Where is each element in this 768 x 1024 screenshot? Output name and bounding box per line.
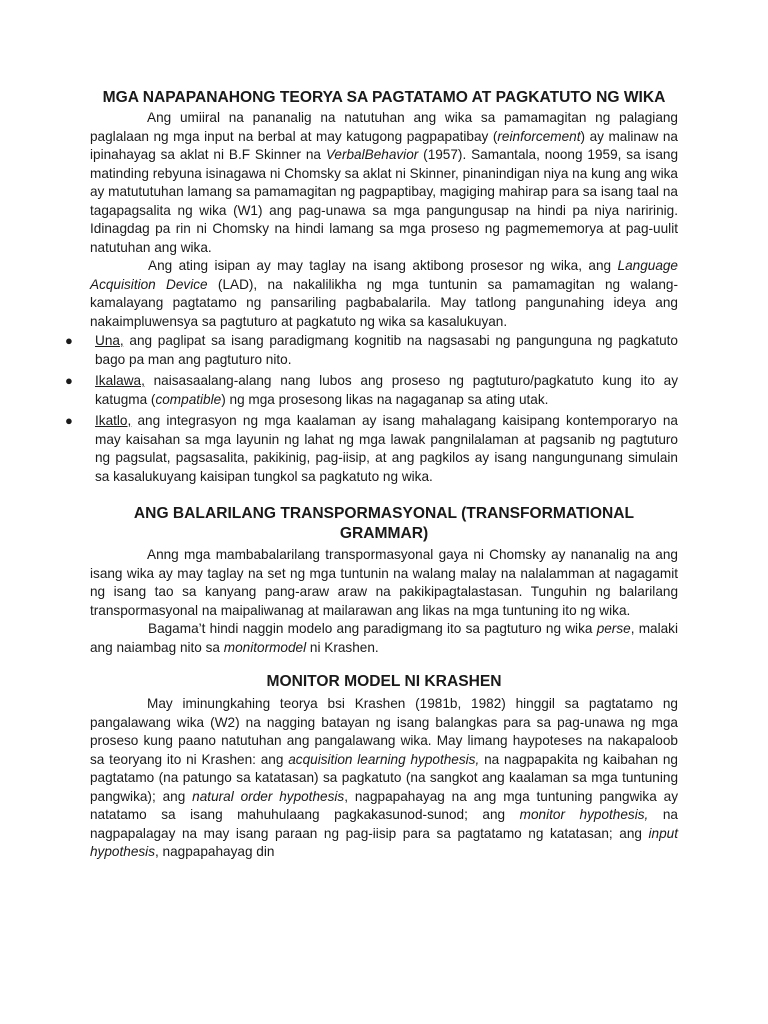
bullet-dot-icon: ● <box>65 413 73 428</box>
bullet-dot-icon: ● <box>65 373 73 388</box>
bullet-dot-icon: ● <box>65 333 73 348</box>
bullet-item-una: ● Una, ang paglipat sa isang paradigmang kognitib na nagsasabi ng pangunguna ng pagkatuto bago pa man ang pagtuturo nito. <box>65 333 678 367</box>
document-page <box>65 88 679 862</box>
section-heading-monitor-model: MONITOR MODEL NI KRASHEN <box>266 673 502 690</box>
document-title: MGA NAPAPANAHONG TEORYA SA PAGTATAMO AT PAGKATUTO NG WIKA <box>102 89 666 106</box>
paragraph-krashen: May iminungkahing teorya bsi Krashen (1981b, 1982) hinggil sa pagtatamo ng pangalawang wika (W2) na nagging batayan ng isang balangkas para sa pag-unawa ng mga proseso kung paano natutuhan ang pangalawang wika. May limang haypoteses na nakapaloob sa teoryang ito ni Krashen: ang acquisition learning hypothesis, na nagpapakita ng kaibahan ng pagtatamo (na patungo sa katatasan) sa pagkatuto (na sangkot ang kaalaman sa mga tuntuning pangwika); ang natural order hypothesis, nagpapahayag na ang mga tuntuning pangwika ay natatamo sa isang mahuhulaang pagkakasunod-sunod; ang monitor hypothesis, na nagpapalagay na may isang paraan ng pag-iisip para sa pagtatamo ng katatasan; ang input hypothesis, nagpapahayag din <box>90 696 678 859</box>
bullet-item-ikatlo: ● Ikatlo, ang integrasyon ng mga kaalaman ay isang mahalagang kaisipang kontemporaryo na may kaisahan sa mga layunin ng lahat ng mga lawak pangnilalaman at pagsanib ng pagtuturo ng pagsulat, pagsasalita, pakikinig, pag-iisip, at ang pagkilos ay isang nangungunang simulain sa kasalukuyang kaisipan tungkol sa pagkatuto ng wika. <box>65 413 678 484</box>
section-heading-transformational: ANG BALARILANG TRANSPORMASYONAL (TRANSFORMATIONAL GRAMMAR) <box>133 505 635 542</box>
paragraph-lad: Ang ating isipan ay may taglay na isang aktibong prosesor ng wika, ang Language Acquisition Device (LAD), na nakalilikha ng mga tuntunin sa pamamagitan ng walang-kamalayang pagtatamo ng pansariling pagbabalarila. May tatlong pangunahing ideya ang nakaimpluwensya sa pagtuturo at pagkatuto ng wika sa kasalukuyan. <box>90 258 678 329</box>
paragraph-skinner: Ang umiiral na pananalig na natutuhan ang wika sa pamamagitan ng palagiang paglalaan ng mga input na berbal at may katugong pagpapatibay (reinforcement) ay malinaw na ipinahayag sa aklat ni B.F Skinner na VerbalBehavior (1957). Samantala, noong 1959, sa isang matinding rebyuna isinagawa ni Chomsky sa aklat ni Skinner, pinanindigan niya na kung ang wika ay matututuhan lamang sa pamamagitan ng pagpaptibay, magiging mahirap para sa isang taal na tagapagsalita ng wika (W1) ang pag-unawa sa mga pangungusap na hindi pa niya naririnig. Idinagdag pa rin ni Chomsky na hindi lamang sa mga proseso ng pagmememorya at pag-uulit natutuhan ang wika. <box>90 110 679 255</box>
bullet-item-ikalawa: ● Ikalawa, naisasaalang-alang nang lubos ang proseso ng pagtuturo/pagkatuto kung ito ay katugma (compatible) ng mga prosesong likas na nagaganap sa ating utak. <box>65 373 678 407</box>
paragraph-perse: Bagama’t hindi naggin modelo ang paradigmang ito sa pagtuturo ng wika perse, malaki ang naiambag nito sa monitormodel ni Krashen. <box>90 621 678 655</box>
paragraph-chomsky-grammar: Anng mga mambabalarilang transpormasyonal gaya ni Chomsky ay nananalig na ang isang wika ay may taglay na set ng mga tuntunin na walang malay na nalalamman at nagagamit ng isang tao sa kanyang pang-araw araw na pakikipagtalastasan. Tunguhin ng balarilang transpormasyonal na maipaliwanag at mailarawan ang likas na mga tuntuning ito ng wika. <box>90 547 678 618</box>
